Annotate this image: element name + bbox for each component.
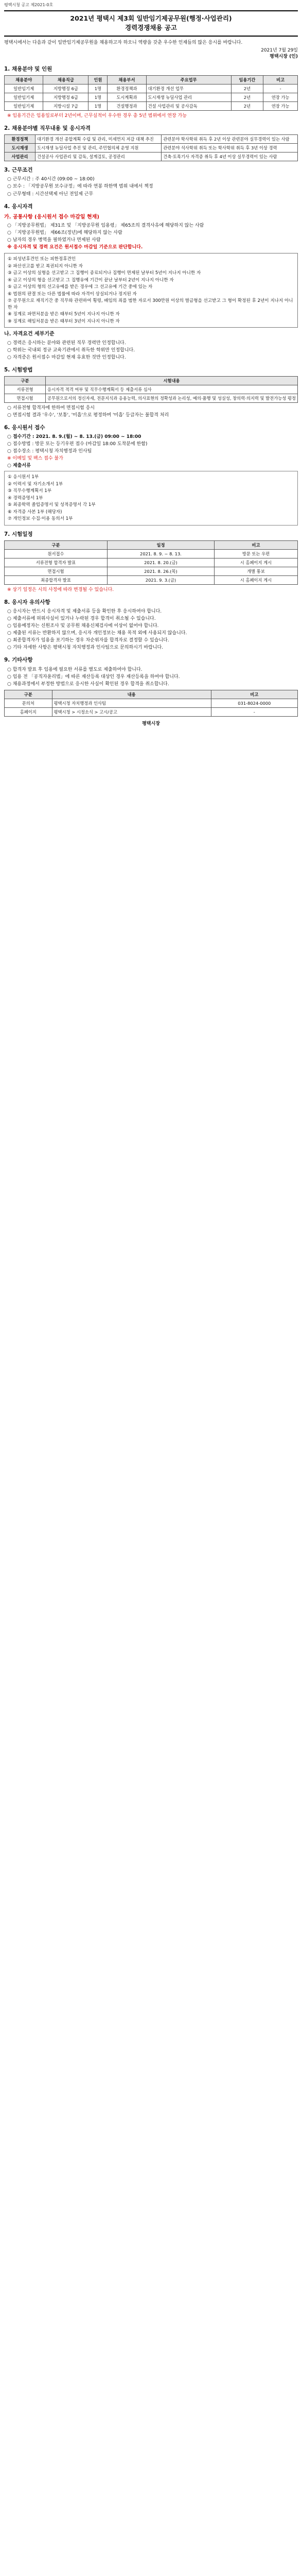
table-row <box>5 101 298 110</box>
table-cell: 일반임기제 <box>5 93 43 101</box>
title-box <box>4 10 298 37</box>
section-9-title: 9. 기타사항 <box>4 657 33 664</box>
qual-line: ○ 「지방공무원법」 제66조(정년)에 해당하지 않는 사람 <box>7 230 122 236</box>
footer-org: 평택시장 <box>142 721 160 726</box>
disqualification-item: ① 피성년후견인 또는 피한정후견인 <box>8 257 76 262</box>
section-3-title: 3. 근무조건 <box>4 167 33 174</box>
section-4-title: 4. 응시자격 <box>4 203 33 210</box>
contact-header: 구분 <box>5 690 52 699</box>
disqualification-item: ④ 금고 이상의 형을 선고받고 그 집행유예 기간이 끝난 날부터 2년이 지나지 아니한 자 <box>8 277 174 283</box>
table-cell: 2021. 8. 20.(금) <box>107 558 214 567</box>
table-row <box>5 385 298 394</box>
exam-header: 구분 <box>5 376 46 385</box>
qual-warning: ※ 응시자격 및 경력 요건은 원서접수 마감일 기준으로 판단합니다. <box>7 245 143 250</box>
table-cell: 서류전형 <box>5 385 46 394</box>
table-cell: 평택시청 > 시정소식 > 고시/공고 <box>52 707 211 716</box>
recruit-header: 임용기간 <box>231 75 263 84</box>
qualification-text: 관련분야 학사학위 취득 후 2년 이상 관련분야 실무경력이 있는 사람 <box>162 135 298 144</box>
contact-header: 내용 <box>52 690 211 699</box>
doc-item: ⑦ 개인정보 수집·이용 동의서 1부 <box>8 516 73 522</box>
doc-item: ⑤ 최종학력 졸업증명서 및 성적증명서 각 1부 <box>8 502 96 508</box>
docs-list <box>4 471 298 525</box>
caution-line: ○ 최종합격자가 임용을 포기하는 경우 차순위자를 합격자로 결정할 수 있습니다. <box>7 638 169 643</box>
disqualification-item: ② 파산선고를 받고 복권되지 아니한 자 <box>8 263 83 269</box>
duty-table <box>4 134 298 161</box>
duty-field: 사업관리 <box>5 152 35 161</box>
recruit-header: 인원 <box>88 75 108 84</box>
qualification-text: 건축·토목기사 자격증 취득 후 4년 이상 실무경력이 있는 사람 <box>162 152 298 161</box>
section-7-title: 7. 시험일정 <box>4 531 33 537</box>
docs-title: ○ 제출서류 <box>7 463 31 469</box>
section-1-note: ※ 임용기간은 임용일로부터 2년이며, 근무실적이 우수한 경우 총 5년 범위에서 연장 가능 <box>7 113 187 118</box>
table-cell: 연장 가능 <box>263 101 298 110</box>
caution-line: ○ 기타 자세한 사항은 평택시청 자치행정과 인사팀으로 문의하시기 바랍니다. <box>7 645 164 651</box>
title-line-2: 경력경쟁채용 공고 <box>125 23 177 31</box>
sign-date: 2021년 7월 29일 <box>261 48 298 54</box>
doc-item: ⑥ 자격증 사본 1부 (해당자) <box>8 509 62 515</box>
intro-text: 평택시에서는 다음과 같이 일반임기제공무원을 채용하고자 하오니 역량을 갖춘 우수한 인재들의 많은 응시를 바랍니다. <box>4 40 243 45</box>
doc-item: ④ 경력증명서 1부 <box>8 495 43 501</box>
table-row <box>5 84 298 93</box>
etc-line: ○ 채용과정에서 부정한 방법으로 응시한 사실이 확인된 경우 합격을 취소합니다. <box>7 681 169 687</box>
sign-block <box>4 47 298 60</box>
apply-period: ○ 접수기간 : 2021. 8. 9.(월) ~ 8. 13.(금) 09:00 ~ 18:00 <box>7 434 141 440</box>
table-cell: 홈페이지 <box>5 707 52 716</box>
table-cell: 방문 또는 우편 <box>215 549 298 558</box>
apply-method: ○ 접수방법 : 방문 또는 등기우편 접수 (마감일 18:00 도착분에 한함) <box>7 442 148 447</box>
table-row <box>5 558 298 567</box>
exam-line: ○ 서류전형 합격자에 한하여 면접시험 응시 <box>7 405 95 411</box>
table-cell: 1명 <box>88 84 108 93</box>
table-cell: 2021. 9. 3.(금) <box>107 575 214 584</box>
table-cell: 대기환경 개선 업무 <box>146 84 231 93</box>
schedule-header: 구분 <box>5 540 108 549</box>
schedule-header: 비고 <box>215 540 298 549</box>
table-cell: 공무원으로서의 정신자세, 전문지식과 응용능력, 의사표현의 정확성과 논리성, 예의·품행 및 성실성, 창의력·의지력 및 발전가능성 평정 <box>46 394 298 402</box>
section-8-title: 8. 응시자 유의사항 <box>4 599 50 605</box>
duty-field: 도시재생 <box>5 144 35 152</box>
table-cell: 도시재생 뉴딜사업 관리 <box>146 93 231 101</box>
table-cell: 지방행정 6급 <box>43 93 88 101</box>
contact-header: 비고 <box>211 690 297 699</box>
qual-detail-line: ○ 학위는 국내외 정규 교육기관에서 취득한 학위만 인정합니다. <box>7 347 135 353</box>
table-cell: 도시계획과 <box>108 93 146 101</box>
doc-item: ③ 직무수행계획서 1부 <box>8 488 52 494</box>
table-cell: 2년 <box>231 101 263 110</box>
qual-line: ○ 남자의 경우 병역을 필하였거나 면제된 사람 <box>7 238 101 243</box>
recruit-header: 채용부서 <box>108 75 146 84</box>
condition-line: ○ 보수 : 「지방공무원 보수규정」에 따라 연봉 하한액 범위 내에서 책정 <box>7 184 153 190</box>
table-cell: 일반임기제 <box>5 101 43 110</box>
section-4-subtitle: 가. 공통사항 (응시원서 접수 마감일 현재) <box>4 214 99 220</box>
qualification-text: 관련분야 석사학위 취득 또는 학사학위 취득 후 3년 이상 경력 <box>162 144 298 152</box>
table-cell: 건설 사업관리 및 공사감독 <box>146 101 231 110</box>
table-cell: 문의처 <box>5 699 52 707</box>
section-4-subtitle-2: 나. 자격요건 세부기준 <box>4 331 55 337</box>
table-cell: 1명 <box>88 101 108 110</box>
etc-line: ○ 임용 전 「공직자윤리법」에 따른 재산등록 대상인 경우 재산등록을 하여야 합니다. <box>7 674 180 680</box>
table-cell: 원서접수 <box>5 549 108 558</box>
duty-field: 환경정책 <box>5 135 35 144</box>
table-cell: 2년 <box>231 84 263 93</box>
disqualification-box <box>4 253 298 328</box>
duty-text: 도시재생 뉴딜사업 추진 및 관리, 주민협의체 운영 지원 <box>35 144 162 152</box>
etc-line: ○ 합격자 발표 후 임용에 필요한 서류를 별도로 제출하여야 합니다. <box>7 667 143 672</box>
condition-line: ○ 근무형태 : 시간선택제 아닌 전일제 근무 <box>7 191 94 197</box>
table-cell: 연장 가능 <box>263 93 298 101</box>
table-cell: 시 홈페이지 게시 <box>215 575 298 584</box>
table-cell: 서류전형 합격자 발표 <box>5 558 108 567</box>
table-cell: - <box>263 84 298 93</box>
notice-number: 평택시청 공고 제2021-0호 <box>4 3 54 7</box>
duty-text: 건설공사 사업관리 및 감독, 설계검토, 공정관리 <box>35 152 162 161</box>
title-line-1: 2021년 평택시 제3회 일반임기제공무원(행정·사업관리) <box>70 14 232 22</box>
exam-line: ○ 면접시험 결과 '우수', '보통', '미흡'으로 평정하며 '미흡' 등급자는 불합격 처리 <box>7 412 169 418</box>
exam-header: 시험내용 <box>46 376 298 385</box>
doc-item: ① 응시원서 1부 <box>8 474 39 480</box>
contact-table <box>4 690 298 717</box>
table-cell: 지방시설 7급 <box>43 101 88 110</box>
disqualification-item: ⑨ 징계로 해임처분을 받은 때부터 3년이 지나지 아니한 자 <box>8 318 120 324</box>
section-1-title: 1. 채용분야 및 인원 <box>4 65 52 72</box>
table-cell: 환경정책과 <box>108 84 146 93</box>
notice-page <box>0 0 302 733</box>
table-cell: 최종합격자 발표 <box>5 575 108 584</box>
disqualification-item: ⑥ 법원의 판결 또는 다른 법률에 따라 자격이 상실되거나 정지된 자 <box>8 291 137 297</box>
caution-line: ○ 응시자는 반드시 응시자격 및 제출서류 등을 확인한 후 응시하여야 합니다. <box>7 609 162 615</box>
duty-text: 대기환경 개선 종합계획 수립 및 관리, 미세먼지 저감 대책 추진 <box>35 135 162 144</box>
exam-method-table <box>4 376 298 403</box>
recruit-header: 채용직급 <box>43 75 88 84</box>
table-cell: 지방행정 6급 <box>43 84 88 93</box>
schedule-header: 일정 <box>107 540 214 549</box>
schedule-table <box>4 540 298 585</box>
section-5-title: 5. 시험방법 <box>4 366 33 373</box>
apply-place: ○ 접수장소 : 평택시청 자치행정과 인사팀 <box>7 449 92 454</box>
doc-item: ② 이력서 및 자기소개서 1부 <box>8 481 63 487</box>
table-cell: 2년 <box>231 93 263 101</box>
disqualification-item: ⑧ 징계로 파면처분을 받은 때부터 5년이 지나지 아니한 자 <box>8 312 120 317</box>
disqualification-item: ⑤ 금고 이상의 형의 선고유예를 받은 경우에 그 선고유예 기간 중에 있는 자 <box>8 284 153 290</box>
disqualification-item: ⑦ 공무원으로 재직기간 중 직무와 관련하여 횡령, 배임의 죄를 범한 자로서 300만원 이상의 벌금형을 선고받고 그 형이 확정된 후 2년이 지나지 아니한 자 <box>8 298 293 310</box>
qual-detail-line: ○ 자격증은 원서접수 마감일 현재 유효한 것만 인정합니다. <box>7 354 126 360</box>
disqualification-item: ③ 금고 이상의 실형을 선고받고 그 집행이 종료되거나 집행이 면제된 날부터 5년이 지나지 아니한 자 <box>8 270 201 276</box>
table-cell: 2021. 8. 9. ~ 8. 13. <box>107 549 214 558</box>
section-6-title: 6. 응시원서 접수 <box>4 425 45 431</box>
recruit-table <box>4 75 298 111</box>
caution-line: ○ 제출서류에 허위사실이 있거나 누락된 경우 합격이 취소될 수 있습니다. <box>7 616 156 622</box>
sign-org: 평택시장 (인) <box>270 54 298 60</box>
table-cell: 면접시험 <box>5 567 108 575</box>
recruit-header: 주요업무 <box>146 75 231 84</box>
qual-detail-line: ○ 경력은 응시하는 분야와 관련된 직무 경력만 인정합니다. <box>7 340 126 346</box>
table-cell: 응시자격 적격 여부 및 직무수행계획서 등 제출서류 심사 <box>46 385 298 394</box>
table-row <box>5 567 298 575</box>
recruit-header: 채용분야 <box>5 75 43 84</box>
condition-line: ○ 근무시간 : 주 40시간 (09:00 ~ 18:00) <box>7 177 95 182</box>
table-row <box>5 575 298 584</box>
table-row <box>5 93 298 101</box>
schedule-note: ※ 상기 일정은 시의 사정에 따라 변경될 수 있습니다. <box>7 587 114 592</box>
table-cell: 일반임기제 <box>5 84 43 93</box>
section-2-title: 2. 채용분야별 직무내용 및 응시자격 <box>4 125 91 131</box>
table-cell: 1명 <box>88 93 108 101</box>
caution-line: ○ 제출된 서류는 반환하지 않으며, 응시자 개인정보는 채용 목적 외에 사용되지 않습니다. <box>7 631 187 636</box>
table-row <box>5 707 298 716</box>
table-cell: 건설행정과 <box>108 101 146 110</box>
qual-line: ○ 「지방공무원법」 제31조 및 「지방공무원 임용령」 제65조의 결격사유에 해당하지 않는 사람 <box>7 223 204 229</box>
table-row <box>5 144 298 152</box>
table-row <box>5 699 298 707</box>
table-row <box>5 549 298 558</box>
table-cell: 평택시청 자치행정과 인사팀 <box>52 699 211 707</box>
table-cell: 2021. 8. 26.(목) <box>107 567 214 575</box>
recruit-header: 비고 <box>263 75 298 84</box>
caution-line: ○ 임용예정자는 신원조사 및 공무원 채용신체검사에 이상이 없어야 합니다. <box>7 623 159 629</box>
table-cell: 개별 통보 <box>215 567 298 575</box>
table-cell: - <box>211 707 297 716</box>
table-cell: 면접시험 <box>5 394 46 402</box>
table-cell: 031-8024-0000 <box>211 699 297 707</box>
table-row <box>5 152 298 161</box>
table-row <box>5 394 298 402</box>
table-row <box>5 135 298 144</box>
table-cell: 시 홈페이지 게시 <box>215 558 298 567</box>
apply-warning: ※ 이메일 및 팩스 접수 불가 <box>7 456 63 462</box>
